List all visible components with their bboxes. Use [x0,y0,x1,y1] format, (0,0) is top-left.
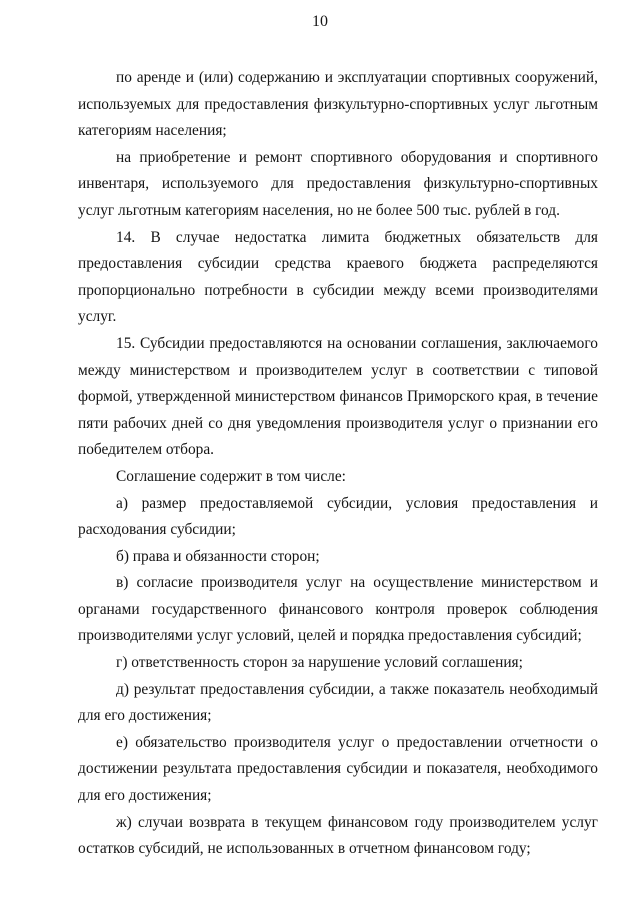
paragraph-rent: по аренде и (или) содержанию и эксплуатации спортивных сооружений, используемых для предоставления физкультурно-спортивных услуг льготным категориям населения; [78,69,598,140]
list-item-b: б) права и обязанности сторон; [116,547,320,565]
list-item-a: а) размер предоставляемой субсидии, условия предоставления и расходования субсидии; [78,494,598,539]
list-item-g: г) ответственность сторон за нарушение условий соглашения; [116,654,523,672]
paragraph-clause-14: 14. В случае недостатка лимита бюджетных обязательств для предоставления субсидии средства краевого бюджета распределяются пропорционально потребности в субсидии между всеми производителями услуг. [78,228,598,326]
paragraph-equipment: на приобретение и ремонт спортивного оборудования и спортивного инвентаря, используемого для предоставления физкультурно-спортивных услуг льготным категориям населения, но не более 500 тыс. рублей в год. [78,148,598,219]
paragraph-agreement-intro: Соглашение содержит в том числе: [116,467,346,485]
list-item-v: в) согласие производителя услуг на осуществление министерством и органами государственного финансового контроля проверок соблюдения производителями услуг условий, целей и порядка предоставления субсидий; [78,574,598,645]
page-number: 10 [312,13,328,30]
paragraph-clause-15: 15. Субсидии предоставляются на основании соглашения, заключаемого между министерством и производителем услуг в соответствии с типовой формой, утвержденной министерством финансов Приморского края, в течение пяти рабочих дней со дня уведомления производителя услуг о признании его победителем отбора. [78,334,598,459]
list-item-e: е) обязательство производителя услуг о предоставлении отчетности о достижении результата предоставления субсидии и показателя, необходимого для его достижения; [78,733,598,805]
list-item-zh: ж) случаи возврата в текущем финансовом году производителем услуг остатков субсидий, не использованных в отчетном финансовом году; [78,813,598,858]
list-item-d: д) результат предоставления субсидии, а также показатель необходимый для его достижения; [78,680,598,725]
document-body [78,65,598,863]
